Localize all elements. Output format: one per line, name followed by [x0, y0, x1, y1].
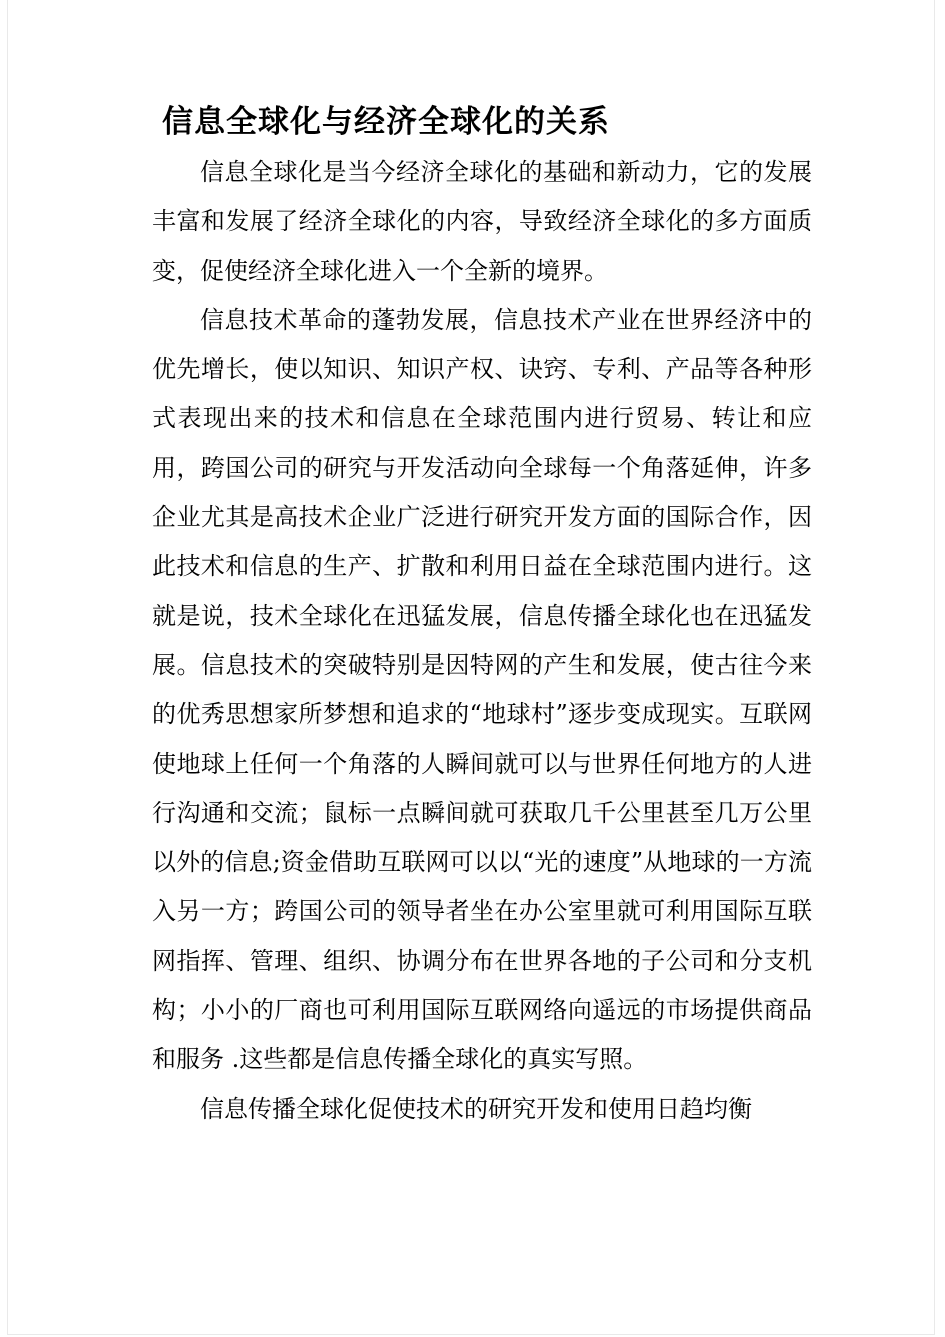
paragraph-1: 信息全球化是当今经济全球化的基础和新动力，它的发展丰富和发展了经济全球化的内容，导致经济全球化的多方面质变，促使经济全球化进入一个全新的境界。: [152, 158, 812, 285]
document-title: 信息全球化与经济全球化的关系: [162, 104, 610, 140]
document-body: [152, 148, 812, 1134]
paragraph-2: 信息技术革命的蓬勃发展，信息技术产业在世界经济中的优先增长，使以知识、知识产权、诀窍、专利、产品等各种形式表现出来的技术和信息在全球范围内进行贸易、转让和应用，跨国公司的研究与开发活动向全球每一个角落延伸，许多企业尤其是高技术企业广泛进行研究开发方面的国际合作，因此技术和信息的生产、扩散和利用日益在全球范围内进行。这就是说，技术全球化在迅猛发展，信息传播全球化也在迅猛发展。信息技术的突破特别是因特网的产生和发展，使古往今来的优秀思想家所梦想和追求的“地球村”逐步变成现实。互联网使地球上任何一个角落的人瞬间就可以与世界任何地方的人进行沟通和交流；鼠标一点瞬间就可获取几千公里甚至几万公里以外的信息;资金借助互联网可以以“光的速度”从地球的一方流入另一方；跨国公司的领导者坐在办公室里就可利用国际互联网指挥、管理、组织、协调分布在世界各地的子公司和分支机构；小小的厂商也可利用国际互联网络向遥远的市场提供商品和服务 .这些都是信息传播全球化的真实写照。: [152, 305, 812, 1074]
paragraph-3: 信息传播全球化促使技术的研究开发和使用日趋均衡: [200, 1094, 752, 1123]
